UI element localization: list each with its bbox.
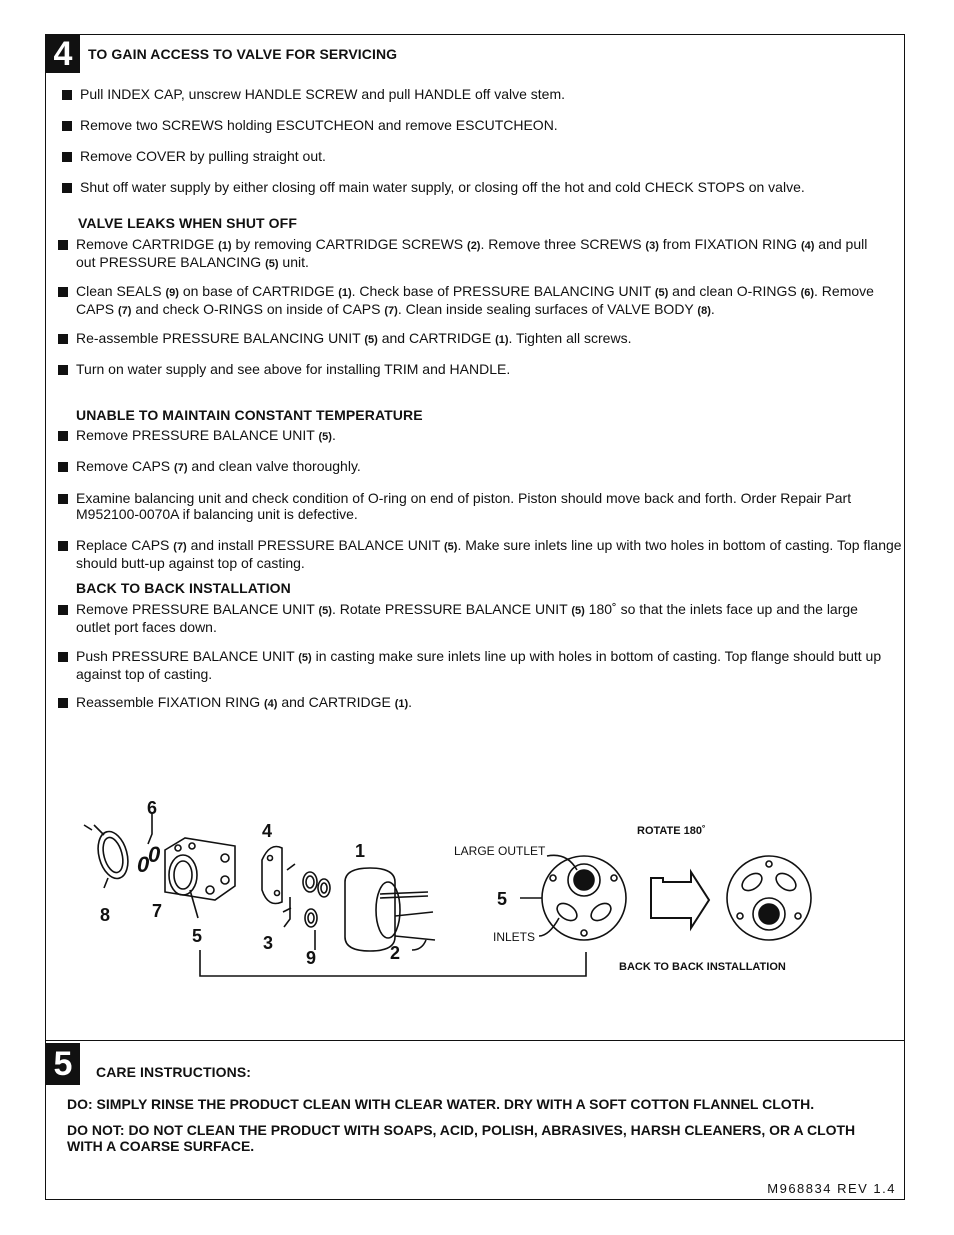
part-reference: (5) bbox=[298, 652, 312, 664]
list-item: Remove two SCREWS holding ESCUTCHEON and remove ESCUTCHEON. bbox=[60, 117, 900, 133]
item-text: Remove PRESSURE BALANCE UNIT bbox=[76, 427, 319, 443]
item-text: and install PRESSURE BALANCE UNIT bbox=[186, 537, 445, 553]
part-reference: (5) bbox=[318, 431, 332, 443]
item-text: and clean O-RINGS bbox=[668, 283, 801, 299]
part-reference: (7) bbox=[174, 462, 188, 474]
step-5-title: CARE INSTRUCTIONS: bbox=[96, 1064, 252, 1080]
item-text: and pull out PRESSURE BALANCING bbox=[76, 236, 868, 270]
back-to-back-heading: BACK TO BACK INSTALLATION bbox=[76, 580, 291, 596]
temperature-heading: UNABLE TO MAINTAIN CONSTANT TEMPERATURE bbox=[76, 407, 423, 423]
list-item bbox=[56, 330, 896, 348]
item-text: unit. bbox=[278, 254, 309, 270]
item-text: and CARTRIDGE bbox=[377, 330, 496, 346]
item-text: and check O-RINGS on inside of CAPS bbox=[131, 301, 385, 317]
part-reference: (9) bbox=[165, 287, 179, 299]
list-item: Remove COVER by pulling straight out. bbox=[60, 148, 900, 164]
inlets-label: INLETS bbox=[493, 930, 536, 944]
step-4-title: TO GAIN ACCESS TO VALVE FOR SERVICING bbox=[88, 46, 398, 62]
item-text: from FIXATION RING bbox=[658, 236, 801, 252]
callout-5: 5 bbox=[192, 926, 203, 946]
part-reference: (1) bbox=[394, 698, 409, 710]
callout-9: 9 bbox=[306, 948, 317, 968]
item-text: Remove CARTRIDGE bbox=[76, 236, 219, 252]
item-text: by removing CARTRIDGE SCREWS bbox=[231, 236, 468, 252]
care-do: DO: SIMPLY RINSE THE PRODUCT CLEAN WITH CLEAR WATER. DRY WITH A SOFT COTTON FLANNEL CLOTH. bbox=[67, 1096, 815, 1112]
item-text: Re-assemble PRESSURE BALANCING UNIT bbox=[76, 330, 365, 346]
part-reference: (5) bbox=[265, 258, 279, 270]
document-revision: M968834 REV 1.4 bbox=[767, 1181, 896, 1196]
item-text: Remove CAPS bbox=[76, 458, 175, 474]
rotate-arrow-icon bbox=[651, 872, 709, 928]
item-text: Examine balancing unit and check condition of O-ring on end of piston. Piston should move back and forth. Order Repair Part M952100-0070A if balancing unit is defective. bbox=[76, 490, 852, 522]
list-item bbox=[56, 458, 896, 476]
part-reference: (5) bbox=[571, 605, 585, 617]
list-item: Pull INDEX CAP, unscrew HANDLE SCREW and pull HANDLE off valve stem. bbox=[60, 86, 900, 102]
part-5-label: 5 bbox=[497, 889, 508, 909]
item-text: in casting make sure inlets line up with holes in bottom of casting. Top flange should butt up against top of casting. bbox=[76, 648, 882, 682]
item-text: Clean SEALS bbox=[76, 283, 166, 299]
part-reference: (4) bbox=[264, 698, 278, 710]
callout-3: 3 bbox=[263, 933, 274, 953]
part-reference: (7) bbox=[118, 305, 132, 317]
item-text: . Check base of PRESSURE BALANCING UNIT bbox=[351, 283, 655, 299]
part-reference: (3) bbox=[645, 240, 659, 252]
leaks-heading: VALVE LEAKS WHEN SHUT OFF bbox=[78, 215, 297, 231]
part-reference: (1) bbox=[495, 334, 509, 346]
item-text: Remove PRESSURE BALANCE UNIT bbox=[76, 601, 319, 617]
list-item bbox=[56, 427, 896, 445]
list-item bbox=[56, 601, 896, 635]
item-text: . bbox=[408, 694, 413, 710]
list-item bbox=[56, 283, 902, 319]
item-text: . Remove three SCREWS bbox=[480, 236, 646, 252]
valve-exploded-diagram bbox=[0, 790, 954, 1030]
rotate-label: ROTATE 180˚ bbox=[637, 825, 706, 837]
callout-1: 1 bbox=[355, 841, 366, 861]
part-reference: (7) bbox=[384, 305, 398, 317]
step-4-badge: 4 bbox=[46, 35, 80, 73]
list-item bbox=[56, 490, 902, 522]
item-text: on base of CARTRIDGE bbox=[178, 283, 339, 299]
item-text: . Tighten all screws. bbox=[508, 330, 632, 346]
item-text: . bbox=[331, 427, 336, 443]
step-5-badge: 5 bbox=[46, 1043, 80, 1085]
item-text: and clean valve thoroughly. bbox=[187, 458, 361, 474]
part-reference: (5) bbox=[444, 541, 458, 553]
callout-6: 6 bbox=[147, 798, 158, 818]
item-text: . Remove CAPS bbox=[76, 283, 874, 317]
list-item bbox=[56, 361, 896, 377]
item-text: Replace CAPS bbox=[76, 537, 174, 553]
list-item bbox=[56, 236, 890, 272]
callout-2: 2 bbox=[390, 943, 401, 963]
item-text: . bbox=[710, 301, 715, 317]
item-text: Reassemble FIXATION RING bbox=[76, 694, 265, 710]
item-text: and CARTRIDGE bbox=[277, 694, 395, 710]
part-reference: (1) bbox=[218, 240, 232, 252]
part-reference: (5) bbox=[654, 287, 669, 299]
item-text: . Clean inside sealing surfaces of VALVE BODY bbox=[397, 301, 698, 317]
part-reference: (6) bbox=[800, 287, 815, 299]
part-reference: (7) bbox=[173, 541, 187, 553]
back-to-back-caption: BACK TO BACK INSTALLATION bbox=[619, 961, 786, 973]
care-dont: DO NOT: DO NOT CLEAN THE PRODUCT WITH SOAPS, ACID, POLISH, ABRASIVES, HARSH CLEANERS, OR A CLOTH WITH A COARSE SURFACE. bbox=[67, 1122, 856, 1154]
list-item bbox=[56, 648, 902, 682]
callout-4: 4 bbox=[262, 821, 273, 841]
callout-7: 7 bbox=[152, 901, 163, 921]
item-text: Turn on water supply and see above for installing TRIM and HANDLE. bbox=[76, 361, 511, 377]
item-text: . Make sure inlets line up with two holes in bottom of casting. Top flange should butt-up against top of casting. bbox=[76, 537, 902, 571]
large-outlet-label: LARGE OUTLET bbox=[454, 844, 546, 858]
part-reference: (5) bbox=[364, 334, 378, 346]
item-text: Push PRESSURE BALANCE UNIT bbox=[76, 648, 299, 664]
valve-body-ring bbox=[93, 828, 132, 882]
list-item: Shut off water supply by either closing off main water supply, or closing off the hot and cold CHECK STOPS on valve. bbox=[60, 179, 900, 195]
o-ring-glyph: 0 bbox=[148, 842, 161, 867]
part-reference: (1) bbox=[338, 287, 352, 299]
o-ring-glyph: 0 bbox=[137, 852, 150, 877]
part-reference: (2) bbox=[467, 240, 481, 252]
callout-8: 8 bbox=[100, 905, 111, 925]
part-reference: (5) bbox=[318, 605, 332, 617]
item-text: . Rotate PRESSURE BALANCE UNIT bbox=[331, 601, 572, 617]
part-reference: (8) bbox=[697, 305, 711, 317]
list-item bbox=[56, 694, 896, 712]
section-divider bbox=[45, 1040, 905, 1041]
part-reference: (4) bbox=[800, 240, 815, 252]
list-item bbox=[56, 537, 902, 571]
item-text: 180˚ so that the inlets face up and the large outlet port faces down. bbox=[76, 601, 858, 635]
